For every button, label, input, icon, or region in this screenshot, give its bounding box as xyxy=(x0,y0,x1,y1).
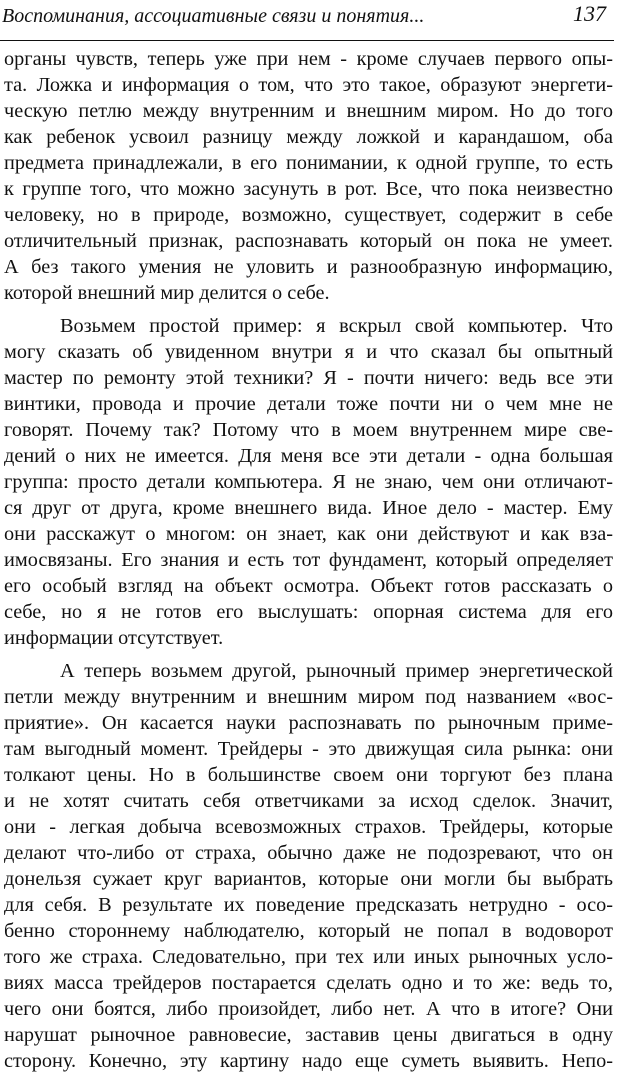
text-line: бенно стороннему наблюдателю, который не попал в водоворот xyxy=(4,920,613,942)
text-line: та. Ложка и информация о том, что это такое, образуют энергети- xyxy=(4,74,613,96)
text-line: как ребенок усвоил разницу между ложкой и карандашом, оба xyxy=(4,126,613,148)
text-line: Возьмем простой пример: я вскрыл свой компьютер. Что xyxy=(60,315,613,337)
paragraph-gap xyxy=(4,651,613,658)
text-line: которой внешний мир делится о себе. xyxy=(4,282,330,304)
text-line: отличительный признак, распознавать который он пока не умеет. xyxy=(4,230,613,252)
text-line: делают что-либо от страха, обычно даже не подозревают, что он xyxy=(4,842,613,864)
paragraph-1 xyxy=(4,46,613,306)
text-line: чего они боятся, либо произойдет, либо нет. А что в итоге? Они xyxy=(4,998,613,1020)
text-line: к группе того, что можно засунуть в рот. Все, что пока неизвестно xyxy=(4,178,613,200)
page-number: 137 xyxy=(573,1,606,26)
body-text xyxy=(4,46,613,1074)
text-line: говорят. Почему так? Потому что в моем внутреннем мире све- xyxy=(4,419,613,441)
text-line: донельзя сужает круг вариантов, которые они могли бы выбрать xyxy=(4,868,613,890)
text-line: А без такого умения не уловить и разнообразную информацию, xyxy=(4,256,613,278)
text-line: они расскажут о многом: он знает, как они действуют и как вза- xyxy=(4,523,613,545)
text-line: винтики, провода и прочие детали тоже почти ни о чем мне не xyxy=(4,393,613,415)
text-line: человеку, но в природе, возможно, существует, содержит в себе xyxy=(4,204,613,226)
text-line: себе, но я не готов его выслушать: опорная система для его xyxy=(4,601,613,623)
text-line: толкают цены. Но в большинстве своем они торгуют без плана xyxy=(4,764,613,786)
text-line: группа: просто детали компьютера. Я не знаю, чем они отличают- xyxy=(4,471,613,493)
text-line: А теперь возьмем другой, рыночный пример энергетической xyxy=(60,660,613,682)
paragraph-3 xyxy=(4,658,613,1074)
text-line: виях масса трейдеров постарается сделать одно и то же: ведь то, xyxy=(4,972,613,994)
text-line: того же страха. Следовательно, при тех или иных рыночных усло- xyxy=(4,946,613,968)
text-line: и не хотят считать себя ответчиками за исход сделок. Значит, xyxy=(4,790,613,812)
text-line: имосвязаны. Его знания и есть тот фундамент, который определяет xyxy=(4,549,613,571)
running-header xyxy=(0,0,614,41)
text-line: нарушат рыночное равновесие, заставив цены двигаться в одну xyxy=(4,1024,613,1046)
text-line: сторону. Конечно, эту картину надо еще суметь выявить. Непо- xyxy=(4,1050,613,1072)
text-line: предмета принадлежали, в его понимании, к одной группе, то есть xyxy=(4,152,613,174)
text-line: ся друг от друга, кроме внешнего вида. Иное дело - мастер. Ему xyxy=(4,497,613,519)
text-line: приятие». Он касается науки распознавать по рыночным приме- xyxy=(4,712,613,734)
text-line: органы чувств, теперь уже при нем - кроме случаев первого опы- xyxy=(4,48,613,70)
text-line: ческую петлю между внутренним и внешним миром. Но до того xyxy=(4,100,613,122)
running-header-title: Воспоминания, ассоциативные связи и понятия... xyxy=(2,5,425,27)
text-line: его особый взгляд на объект осмотра. Объект готов рассказать о xyxy=(4,575,613,597)
text-line: информации отсутствует. xyxy=(4,627,224,649)
text-line: для себя. В результате их поведение предсказать нетрудно - осо- xyxy=(4,894,613,916)
text-line: там выгодный момент. Трейдеры - это движущая сила рынка: они xyxy=(4,738,613,760)
paragraph-gap xyxy=(4,306,613,313)
text-line: мастер по ремонту этой техники? Я - почти ничего: ведь все эти xyxy=(4,367,613,389)
text-line: они - легкая добыча всевозможных страхов. Трейдеры, которые xyxy=(4,816,613,838)
text-line: петли между внутренним и внешним миром под названием «вос- xyxy=(4,686,613,708)
text-line: могу сказать об увиденном внутри я и что сказал бы опытный xyxy=(4,341,613,363)
paragraph-2 xyxy=(4,313,613,651)
text-line: дений о них не имеется. Для меня все эти детали - одна большая xyxy=(4,445,613,467)
